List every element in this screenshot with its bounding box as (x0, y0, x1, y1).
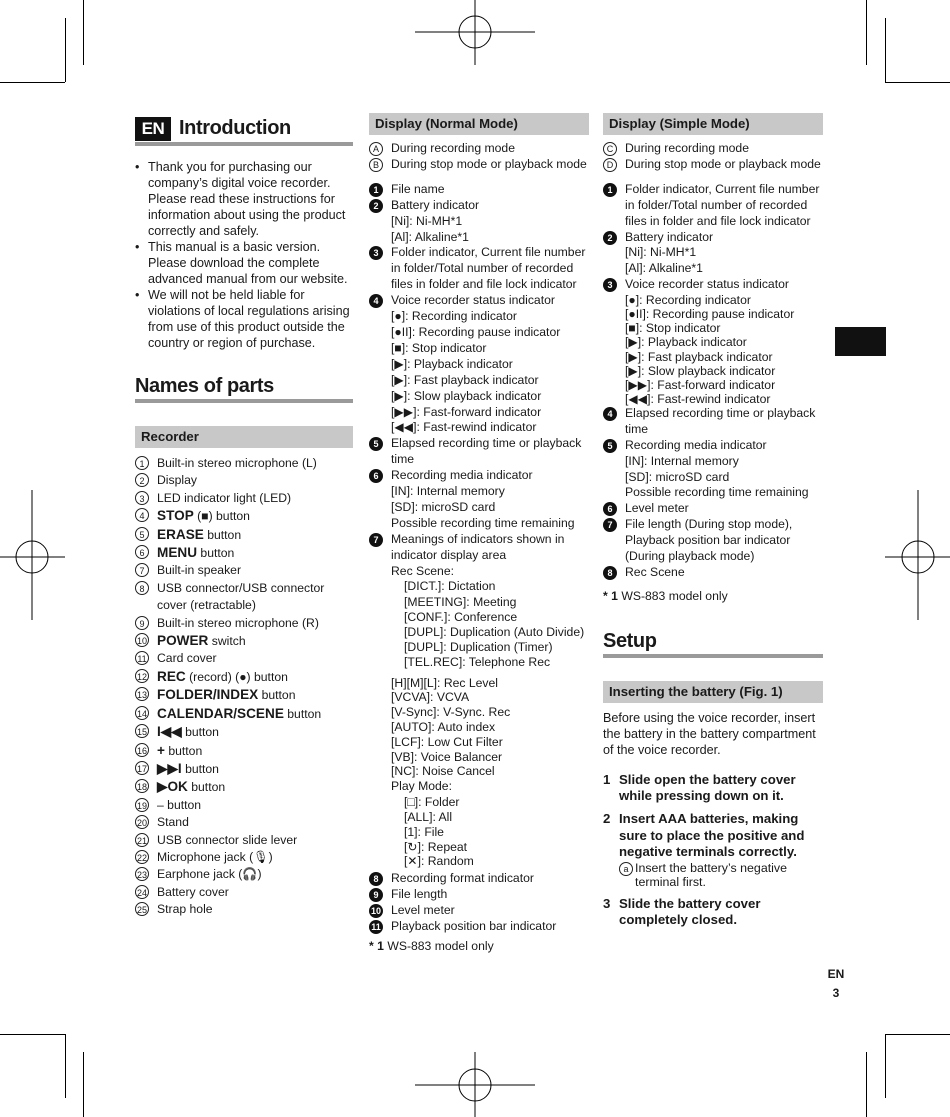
simple-item-2: 2 Battery indicator (603, 230, 823, 246)
media-indicator-item: [IN]: Internal memory (391, 484, 505, 499)
play-mode-item: [ALL]: All (404, 809, 453, 824)
mode-a: A During recording mode (369, 141, 589, 157)
part-number: 19 (135, 798, 149, 812)
part-item (135, 615, 353, 632)
part-number: 12 (135, 669, 149, 683)
indicator-list (369, 676, 589, 780)
introduction-title: Introduction (179, 117, 291, 139)
rec-scene-item: [TEL.REC]: Telephone Rec (404, 655, 551, 670)
simple-status-item: [▶]: Playback indicator (625, 335, 747, 350)
part-item (135, 778, 353, 796)
part-number: 10 (135, 633, 149, 647)
part-label: – button (157, 797, 202, 812)
page-language: EN (827, 967, 845, 981)
battery-nimh: [Ni]: Ni-MH*1 (391, 213, 463, 228)
intro-bullet-2: • This manual is a basic version. Please download the complete advanced manual from our website. (135, 239, 353, 287)
part-item (135, 832, 353, 849)
part-label: Display (157, 473, 197, 488)
part-label: MENU button (157, 545, 235, 561)
part-label: + button (157, 742, 203, 758)
part-item (135, 650, 353, 667)
rec-scene-item: [CONF.]: Conference (404, 609, 518, 624)
battery-alkaline: [Al]: Alkaline*1 (391, 229, 469, 244)
language-badge: EN (135, 117, 171, 141)
page-number: 3 (832, 986, 840, 1000)
status-indicator-item: [▶]: Slow playback indicator (391, 388, 542, 403)
simple-status-item: [▶▶]: Fast-forward indicator (625, 377, 776, 392)
indicator-item: [V-Sync]: V-Sync. Rec (391, 705, 511, 720)
setup-heading: Setup (603, 629, 823, 658)
part-item (135, 632, 353, 650)
simple-status-list (603, 293, 823, 406)
simple-status-item: [◀◀]: Fast-rewind indicator (625, 391, 771, 406)
play-mode-item: [✕]: Random (404, 854, 474, 869)
indicator-item: [H][M][L]: Rec Level (391, 675, 499, 690)
simple-item-6: 6 Level meter (603, 501, 823, 517)
status-indicator-item: [●II]: Recording pause indicator (391, 324, 561, 339)
simple-item-1: 1 Folder indicator, Current file number in folder/Total number of recorded files in folder and file lock indicator (603, 182, 823, 230)
intro-bullet-1: • Thank you for purchasing our company’s digital voice recorder. Please read these instructions for information about using the product correctly and safely. (135, 159, 353, 239)
part-number: 8 (135, 581, 149, 595)
indicator-item: [VCVA]: VCVA (391, 690, 470, 705)
part-number: 5 (135, 527, 149, 541)
rec-scene-item: [DICT.]: Dictation (404, 579, 496, 594)
part-item (135, 901, 353, 918)
setup-note: a Insert the battery’s negative terminal first. (603, 861, 823, 890)
part-number: 18 (135, 779, 149, 793)
indicator-item: [NC]: Noise Cancel (391, 764, 495, 779)
recorder-section-heading: Recorder (135, 426, 353, 448)
part-label: Microphone jack (🎙) (157, 849, 273, 864)
inserting-battery-heading: Inserting the battery (Fig. 1) (603, 681, 823, 703)
part-number: 23 (135, 867, 149, 881)
part-label: Built-in stereo microphone (R) (157, 615, 319, 630)
status-indicator-item: [▶]: Fast playback indicator (391, 372, 539, 387)
simple-status-item: [▶]: Fast playback indicator (625, 349, 773, 364)
part-label: Built-in speaker (157, 563, 241, 578)
part-number: 3 (135, 491, 149, 505)
normal-item-2: 2 Battery indicator (369, 198, 589, 214)
part-number: 1 (135, 456, 149, 470)
indicator-item: [VB]: Voice Balancer (391, 749, 503, 764)
normal-item-5: 5 Elapsed recording time or playback time (369, 436, 589, 468)
part-number: 22 (135, 850, 149, 864)
registration-mark-bottom (415, 1052, 535, 1117)
simple-status-item: [▶]: Slow playback indicator (625, 363, 776, 378)
part-label: CALENDAR/SCENE button (157, 705, 322, 721)
play-mode-list (369, 795, 589, 869)
normal-status-list (369, 309, 589, 436)
part-label: POWER switch (157, 633, 246, 649)
rec-scene-label: Rec Scene: (391, 563, 455, 578)
mode-c: C During recording mode (603, 141, 823, 157)
normal-item-3: 3 Folder indicator, Current file number in folder/Total number of recorded files in folder and file lock indicator (369, 245, 589, 293)
normal-item-1: 1 File name (369, 182, 589, 198)
simple-status-item: [●]: Recording indicator (625, 293, 751, 308)
names-of-parts-heading: Names of parts (135, 374, 353, 403)
simple-footnote: * 1 WS-883 model only (603, 588, 728, 603)
intro-bullet-3: • We will not be held liable for violations of local regulations arising from use of this product outside the country or region of purchase. (135, 287, 353, 351)
part-number: 20 (135, 815, 149, 829)
simple-battery-alkaline: [Al]: Alkaline*1 (625, 261, 703, 276)
simple-item-8: 8 Rec Scene (603, 565, 823, 581)
setup-step-1: 1 Slide open the battery cover while pressing down on it. (603, 771, 796, 804)
part-number: 15 (135, 724, 149, 738)
normal-mode-heading: Display (Normal Mode) (369, 113, 589, 135)
part-item (135, 490, 353, 507)
part-label: REC (record) (●) button (157, 668, 288, 684)
column-2 (369, 113, 589, 955)
part-number: 13 (135, 687, 149, 701)
part-number: 24 (135, 885, 149, 899)
status-indicator-item: [▶▶]: Fast-forward indicator (391, 404, 542, 419)
indicator-item: [LCF]: Low Cut Filter (391, 734, 503, 749)
part-item (135, 723, 353, 741)
part-number: 4 (135, 508, 149, 522)
part-label: Stand (157, 815, 189, 830)
part-label: USB connector slide lever (157, 832, 298, 847)
part-item (135, 797, 353, 814)
status-indicator-item: [◀◀]: Fast-rewind indicator (391, 420, 537, 435)
simple-status-item: [●II]: Recording pause indicator (625, 307, 795, 322)
part-item (135, 686, 353, 704)
registration-mark-left (0, 490, 65, 620)
part-label: Earphone jack (🎧) (157, 867, 262, 882)
simple-time-remaining: Possible recording time remaining (625, 485, 809, 500)
normal-item-8: 8 Recording format indicator (369, 871, 589, 887)
status-indicator-item: [▶]: Playback indicator (391, 356, 513, 371)
simple-media-item: [IN]: Internal memory (625, 453, 739, 468)
normal-footnote: * 1 WS-883 model only (369, 938, 494, 953)
rec-scene-item: [DUPL]: Duplication (Auto Divide) (404, 625, 585, 640)
part-item (135, 472, 353, 489)
status-indicator-item: [■]: Stop indicator (391, 340, 487, 355)
part-label: FOLDER/INDEX button (157, 687, 296, 703)
simple-item-5: 5 Recording media indicator (603, 438, 823, 454)
part-item (135, 814, 353, 831)
setup-step-3: 3 Slide the battery cover completely closed. (603, 895, 761, 928)
simple-item-4: 4 Elapsed recording time or playback time (603, 406, 823, 438)
mode-d: D During stop mode or playback mode (603, 157, 823, 173)
play-mode-item: [1]: File (404, 824, 444, 839)
normal-item-10: 10 Level meter (370, 902, 455, 917)
part-label: ▶▶I button (157, 760, 219, 776)
part-item (135, 507, 353, 525)
normal-item-9: 9 File length (369, 887, 589, 903)
part-number: 11 (135, 651, 149, 665)
part-item (135, 742, 353, 760)
introduction-heading (135, 116, 353, 146)
part-label: Battery cover (157, 884, 229, 899)
mode-b: B During stop mode or playback mode (369, 157, 589, 173)
parts-list (135, 455, 353, 919)
part-number: 21 (135, 833, 149, 847)
setup-intro: Before using the voice recorder, insert the battery in the battery compartment of the voice recorder. (603, 710, 816, 757)
part-item (135, 705, 353, 723)
part-label: LED indicator light (LED) (157, 490, 292, 505)
part-label: Card cover (157, 651, 217, 666)
simple-item-7: 7 File length (During stop mode), Playback position bar indicator (During playback mode) (603, 517, 823, 565)
rec-scene-list (369, 579, 589, 670)
part-label: Built-in stereo microphone (L) (157, 456, 317, 470)
part-number: 14 (135, 706, 149, 720)
part-number: 7 (135, 563, 149, 577)
recording-time-remaining: Possible recording time remaining (391, 515, 575, 530)
part-label: ▶OK button (157, 779, 226, 795)
simple-media-list (603, 454, 823, 486)
normal-item-6: 6 Recording media indicator (369, 468, 589, 484)
part-item (135, 544, 353, 562)
part-number: 25 (135, 902, 149, 916)
registration-mark-top (415, 0, 535, 85)
part-number: 9 (135, 616, 149, 630)
part-label: USB connector/USB connector cover (retractable) (157, 580, 325, 613)
status-indicator-item: [●]: Recording indicator (391, 309, 517, 324)
play-mode-item: [↻]: Repeat (404, 839, 468, 854)
column-3 (603, 113, 823, 929)
simple-battery-nimh: [Ni]: Ni-MH*1 (625, 245, 697, 260)
play-mode-item: [□]: Folder (404, 795, 460, 810)
part-item (135, 849, 353, 866)
simple-media-item: [SD]: microSD card (625, 469, 730, 484)
simple-mode-heading: Display (Simple Mode) (603, 113, 823, 135)
column-1 (135, 113, 353, 919)
part-label: I◀◀ button (157, 724, 219, 740)
part-number: 6 (135, 545, 149, 559)
normal-item-7: 7 Meanings of indicators shown in indicator display area (369, 532, 589, 564)
simple-status-item: [■]: Stop indicator (625, 321, 721, 336)
part-item (135, 884, 353, 901)
normal-media-list (369, 484, 589, 516)
part-item (135, 668, 353, 686)
part-label: Strap hole (157, 902, 213, 917)
indicator-item: [AUTO]: Auto index (391, 720, 496, 735)
rec-scene-item: [DUPL]: Duplication (Timer) (404, 640, 553, 655)
rec-scene-item: [MEETING]: Meeting (404, 594, 517, 609)
part-item (135, 455, 353, 472)
simple-item-3: 3 Voice recorder status indicator (603, 277, 823, 293)
part-label: ERASE button (157, 526, 242, 542)
part-number: 2 (135, 473, 149, 487)
play-mode-label: Play Mode: (391, 779, 452, 794)
part-item (135, 580, 353, 615)
part-label: STOP (■) button (157, 508, 250, 524)
part-item (135, 866, 353, 883)
setup-step-2: 2 Insert AAA batteries, making sure to place the positive and negative terminals correctly. (603, 810, 805, 860)
media-indicator-item: [SD]: microSD card (391, 499, 496, 514)
registration-mark-right (885, 490, 950, 620)
part-item (135, 526, 353, 544)
side-thumb-tab (835, 327, 886, 356)
part-number: 17 (135, 761, 149, 775)
part-number: 16 (135, 743, 149, 757)
normal-item-11: 11 Playback position bar indicator (369, 919, 589, 935)
normal-item-4: 4 Voice recorder status indicator (369, 293, 589, 309)
part-item (135, 760, 353, 778)
part-item (135, 562, 353, 579)
